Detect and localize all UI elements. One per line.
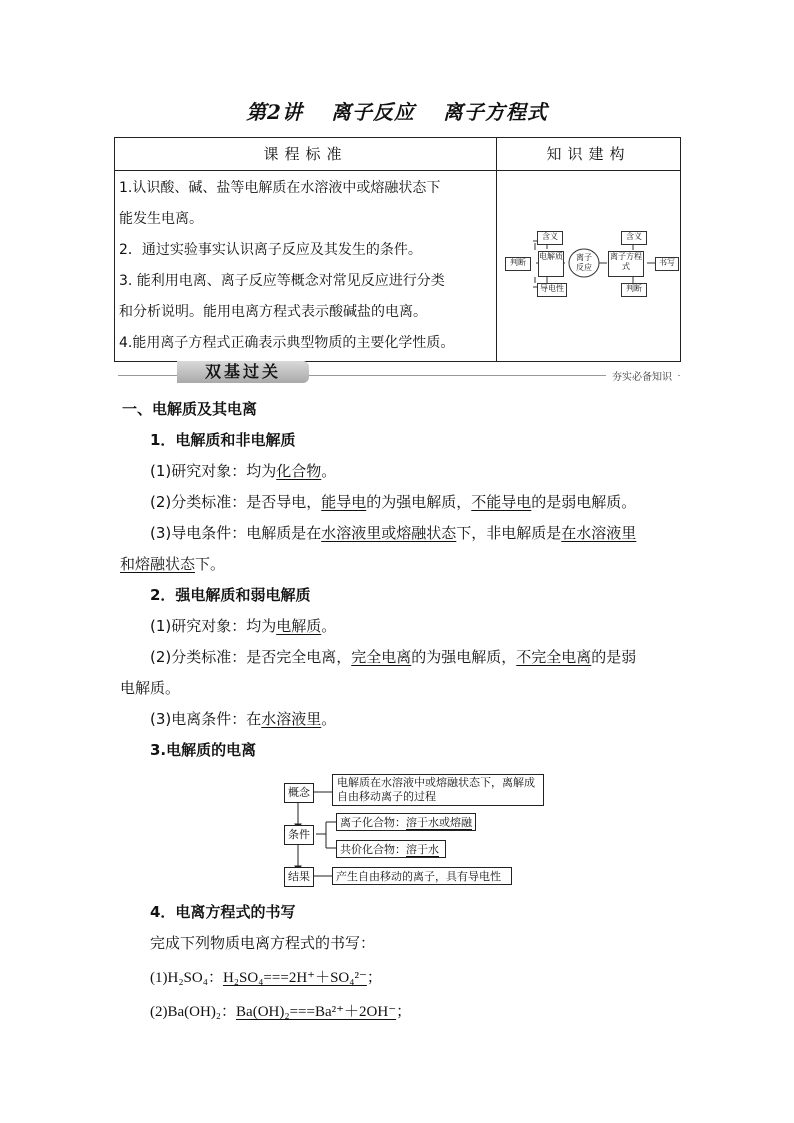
answer-blank: 电解质 — [276, 617, 322, 635]
flow-concept-box: 概念 — [284, 783, 314, 803]
paragraph-continued: 电解质。 — [120, 679, 181, 697]
ionic-reaction-label: 离子反应 — [576, 253, 592, 272]
paragraph: (1)研究对象：均为化合物。 — [150, 462, 337, 480]
requirement-line: 2．通过实验事实认识离子反应及其发生的条件。 — [119, 242, 422, 258]
paragraph: (2)分类标准：是否导电，能导电的为强电解质，不能导电的是弱电解质。 — [150, 493, 637, 511]
equation-1: (1)H₂SO₄：H₂SO₄===2H⁺＋SO₄²⁻； — [150, 970, 382, 986]
requirements-cell — [115, 171, 497, 362]
col-header-knowledge: 知识建构 — [497, 138, 681, 171]
writing-box: 书写 — [655, 257, 679, 271]
paragraph: (3)导电条件：电解质是在水溶液里或熔融状态下，非电解质是在水溶液里 — [150, 524, 637, 542]
paragraph-continued: 和熔融状态下。 — [120, 555, 226, 573]
answer-blank: 在水溶液里 — [561, 524, 637, 542]
answer-blank: H₂SO₄===2H⁺＋SO₄²⁻ — [222, 970, 367, 986]
page-title: 第2讲 离子反应 离子方程式 — [246, 100, 548, 124]
subheading-1: 1．电解质和非电解质 — [150, 431, 296, 449]
requirement-line: 能发生电离。 — [119, 211, 203, 227]
answer-blank: 完全电离 — [351, 648, 412, 666]
subheading-4: 4．电离方程式的书写 — [150, 903, 296, 921]
answer-blank: 不完全电离 — [516, 648, 592, 666]
answer-blank: 和熔融状态 — [120, 555, 196, 573]
paragraph: (1)研究对象：均为电解质。 — [150, 617, 337, 635]
answer-blank: 能导电 — [321, 493, 367, 511]
answer-blank: 不能导电 — [471, 493, 532, 511]
section-banner: 双基过关 — [177, 361, 309, 383]
subheading-2: 2．强电解质和弱电解质 — [150, 586, 311, 604]
answer-blank: 水溶液里 — [261, 710, 322, 728]
answer-blank: 水溶液里或熔融状态 — [321, 524, 457, 542]
paragraph: 完成下列物质电离方程式的书写： — [150, 934, 376, 952]
paragraph: (3)电离条件：在水溶液里。 — [150, 710, 337, 728]
flow-condition-box: 条件 — [284, 825, 314, 845]
meaning-left-box: 含义 — [537, 231, 563, 245]
flow-concept-desc: 电解质在水溶液中或熔融状态下，离解成 自由移动离子的过程 — [332, 774, 544, 806]
section-heading: 一、电解质及其电离 — [122, 400, 258, 418]
answer-blank: 化合物 — [276, 462, 322, 480]
banner-subtitle: 夯实必备知识 — [606, 368, 678, 383]
answer-blank: Ba(OH)₂===Ba²⁺＋2OH⁻ — [236, 1004, 397, 1020]
knowledge-map-cell — [497, 171, 681, 362]
equation-2: (2)Ba(OH)₂：Ba(OH)₂===Ba²⁺＋2OH⁻； — [150, 1004, 412, 1020]
ionic-equation-box: 离子方程式 — [608, 251, 644, 277]
flow-ionic-box: 离子化合物：溶于水或熔融 — [336, 813, 476, 831]
requirement-line: 和分析说明。能用电离方程式表示酸碱盐的电离。 — [119, 304, 427, 320]
flow-result-box: 结果 — [284, 867, 314, 887]
curriculum-table — [114, 137, 681, 362]
subheading-3: 3.电解质的电离 — [150, 741, 257, 759]
flow-result-desc: 产生自由移动的离子，具有导电性 — [332, 867, 512, 885]
requirement-line: 4.能用离子方程式正确表示典型物质的主要化学性质。 — [119, 335, 455, 351]
paragraph: (2)分类标准：是否完全电离，完全电离的为强电解质，不完全电离的是弱 — [150, 648, 637, 666]
meaning-right-box: 含义 — [621, 231, 647, 245]
flow-covalent-box: 共价化合物：溶于水 — [336, 840, 446, 858]
judge-right-box: 判断 — [621, 283, 647, 297]
judge-left-box: 判断 — [505, 257, 531, 271]
col-header-standards: 课程标准 — [115, 138, 497, 171]
requirement-line: 3. 能利用电离、离子反应等概念对常见反应进行分类 — [119, 273, 445, 289]
electrolyte-box: 电解质 — [538, 251, 564, 277]
conductivity-box: 导电性 — [537, 283, 567, 297]
requirement-line: 1.认识酸、碱、盐等电解质在水溶液中或熔融状态下 — [119, 180, 441, 196]
